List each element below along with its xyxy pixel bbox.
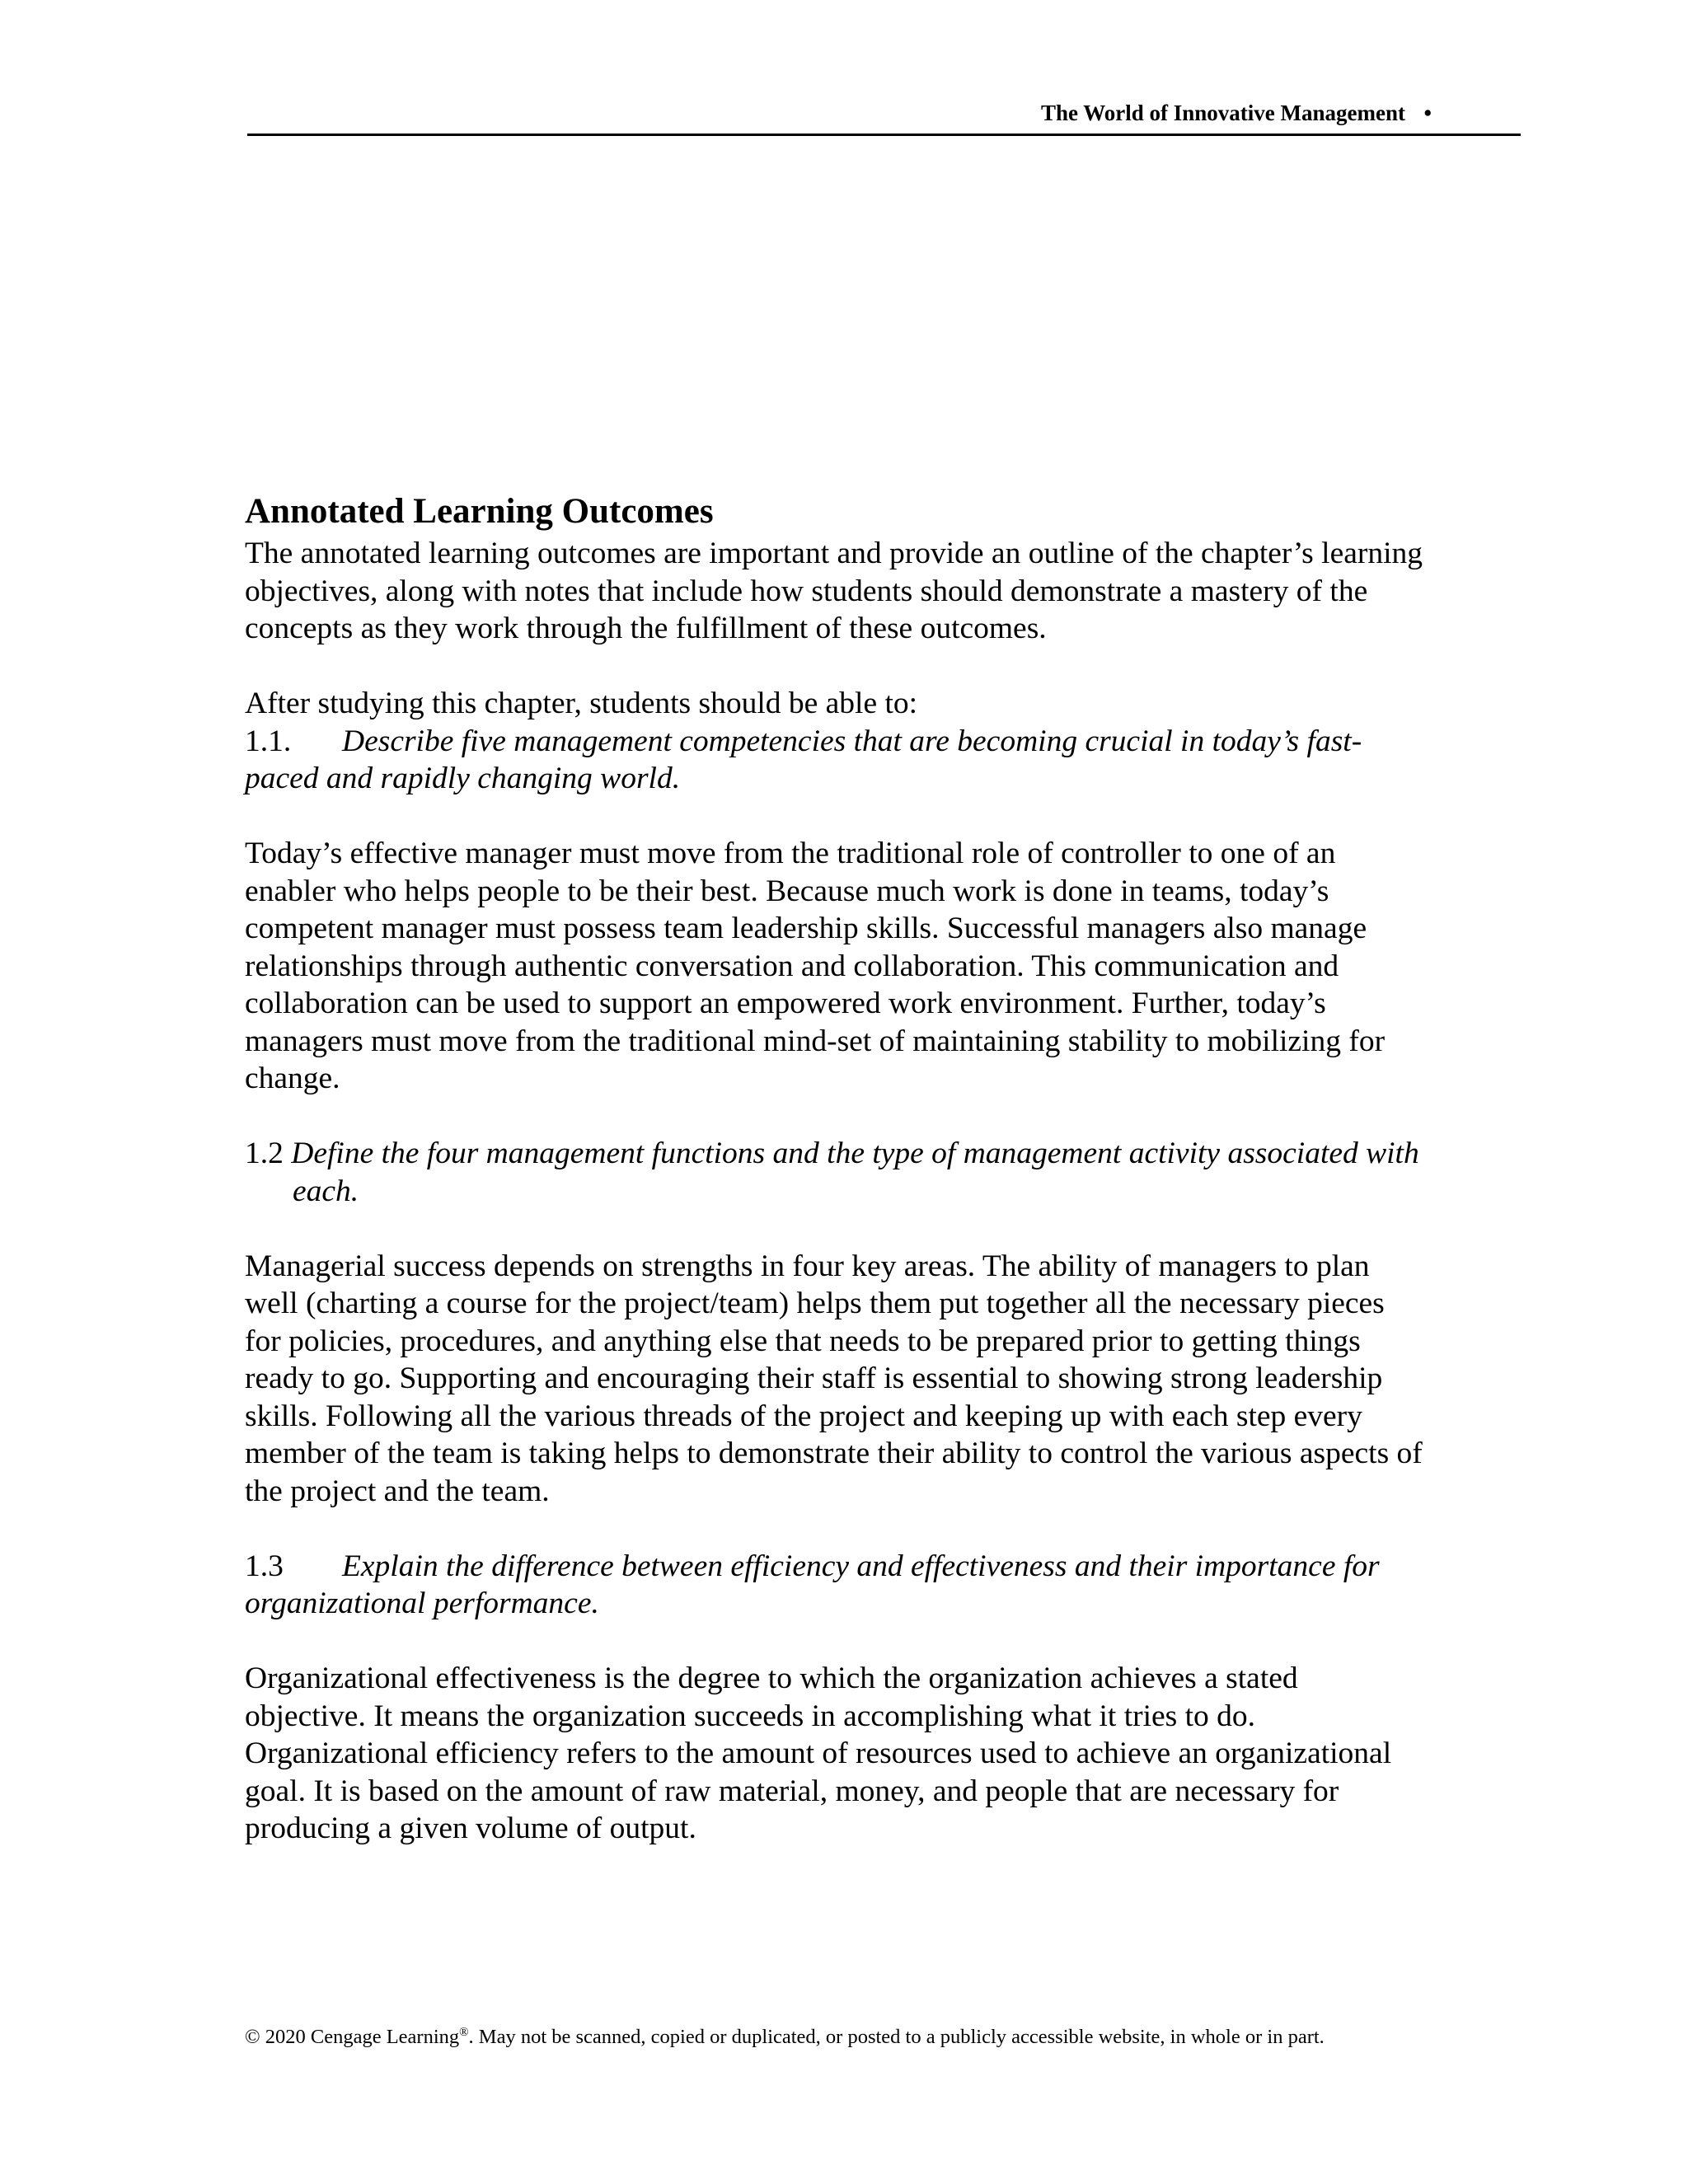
copyright-prefix: © 2020 Cengage Learning [245,2026,460,2048]
spacer [245,1510,1423,1548]
running-title: The World of Innovative Management [1040,101,1405,125]
outcome-title-2 [245,1135,1423,1210]
outcome-title-text: Define the four management functions and the type of management activity associated with each. [291,1137,1419,1208]
outcome-title-text: Explain the difference between efficiency and effectiveness and their importance for organizational performance. [245,1549,1380,1620]
lead-in-text: After studying this chapter, students should be able to: [245,687,918,720]
bullet-icon: • [1423,101,1432,125]
outcome-number: 1.2 [245,1137,284,1170]
copyright-footer [245,2024,1531,2050]
outcome-number: 1.1. [245,724,292,758]
outcome-body-2: Managerial success depends on strengths in four key areas. The ability of managers to plan well (charting a course for the project/team) helps them put together all the necessary pieces for policies, procedures, and anything else that needs to be prepared prior to getting things ready to go. Supporting and encouraging their staff is essential to showing strong leadership skills. Following all the various threads of the project and keeping up with each step every member of the team is taking helps to demonstrate their ability to control the various aspects of the project and the team. [245,1249,1423,1508]
section-heading: Annotated Learning Outcomes [245,492,714,531]
running-header [247,97,1521,136]
spacer [245,798,1423,836]
spacer [245,1210,1423,1248]
spacer [245,1098,1423,1136]
spacer [245,1623,1423,1661]
outcome-body-3: Organizational effectiveness is the degree to which the organization achieves a stated objective. It means the organization succeeds in accomplishing what it tries to do. Organizational efficiency refers to the amount of resources used to achieve an organizational goal. It is based on the amount of raw material, money, and people that are necessary for producing a given volume of output. [245,1661,1392,1845]
outcome-body-1: Today’s effective manager must move from the traditional role of controller to one of an enabler who helps people to be their best. Because much work is done in teams, today’s competent manager must possess team leadership skills. Successful managers also manage relationships through authentic conversation and collaboration. This communication and collaboration can be used to support an empowered work environment. Further, today’s managers must move from the traditional mind-set of maintaining stability to mobilizing for change. [245,837,1386,1095]
registered-mark: ® [459,2025,469,2039]
copyright-suffix: . May not be scanned, copied or duplicated, or posted to a publicly accessible website, in whole or in part. [468,2026,1325,2048]
outcome-title-text: Describe five management competencies that are becoming crucial in today’s fast-paced and rapidly changing world. [245,724,1362,795]
outcome-number: 1.3 [245,1549,284,1583]
outcome-title-1 [245,723,1423,798]
spacer [245,648,1423,686]
main-content [245,489,1423,1848]
intro-paragraph: The annotated learning outcomes are important and provide an outline of the chapter’s learning objectives, along with notes that include how students should demonstrate a mastery of the concepts as they work through the fulfillment of these outcomes. [245,537,1423,645]
outcome-title-3 [245,1548,1423,1623]
